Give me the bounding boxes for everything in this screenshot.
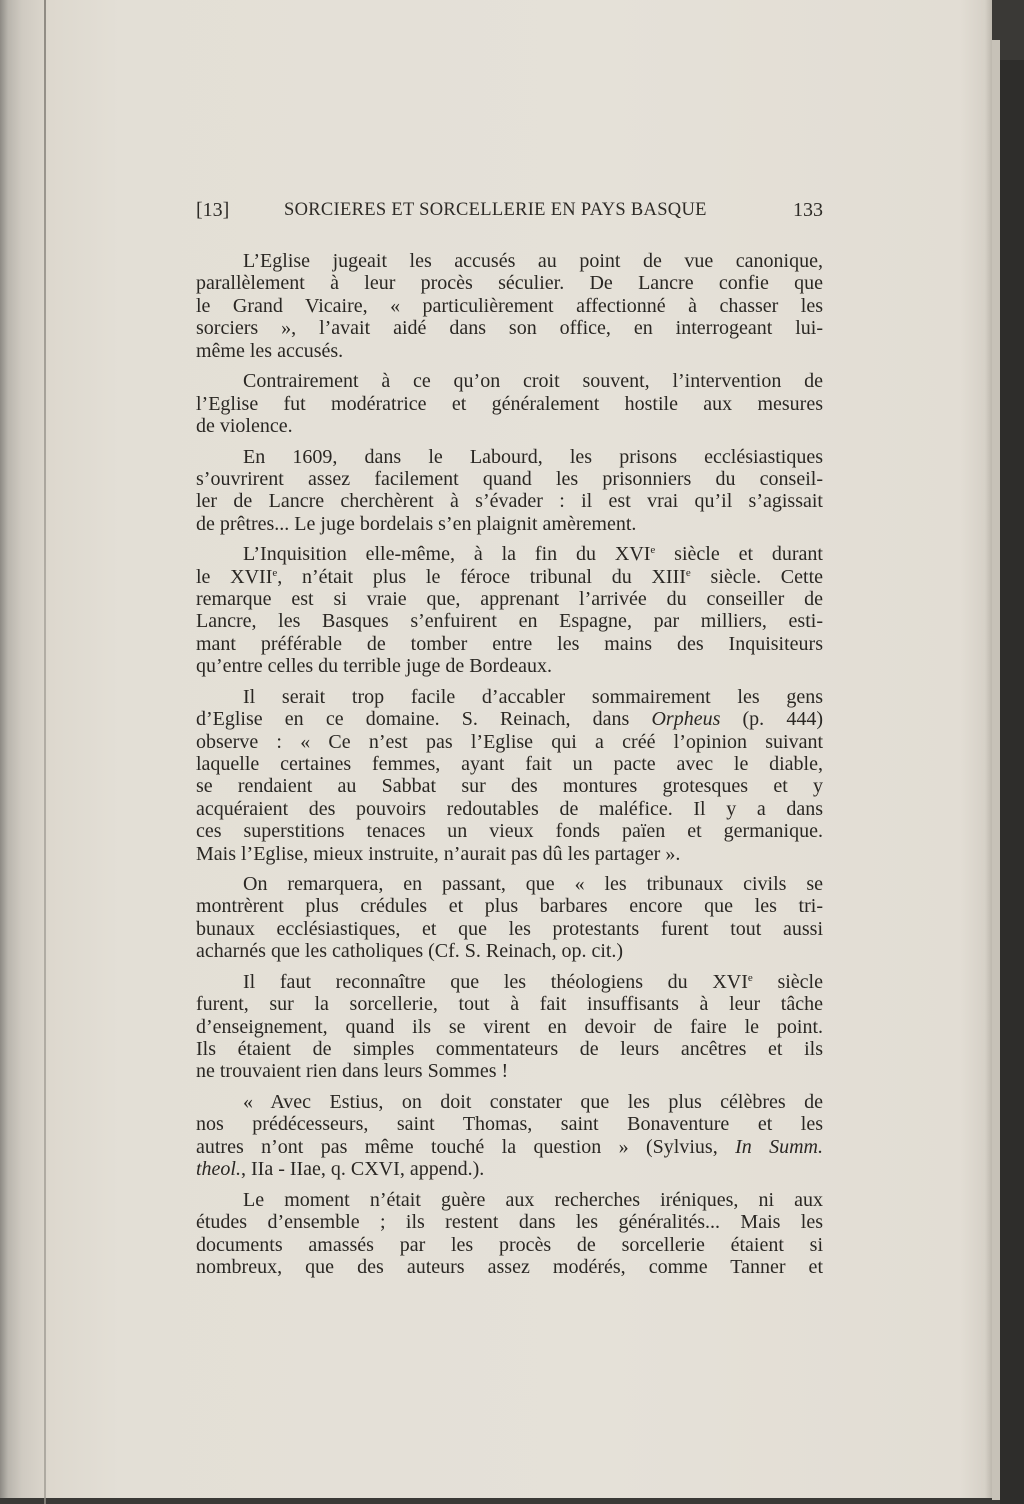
text-line: qu’entre celles du terrible juge de Bordeaux.	[196, 655, 552, 678]
text-segment: autres n’ont pas même touché la question » (Sylvius,	[196, 1135, 736, 1158]
superscript: e	[685, 566, 691, 579]
paragraph	[196, 250, 823, 362]
paragraph	[196, 543, 823, 677]
text-line: mant préférable de tomber entre les mains des Inquisiteurs	[196, 632, 823, 655]
text-line: acharnés que les catholiques (Cf. S. Reinach, op. cit.)	[196, 940, 624, 963]
text-line: même les accusés.	[196, 339, 344, 362]
paragraph	[196, 686, 823, 865]
text-line: de violence.	[196, 414, 293, 437]
gutter-shadow	[44, 0, 46, 1504]
text-line: « Avec Estius, on doit constater que les plus célèbres de	[243, 1090, 823, 1113]
text-segment: siècle et durant	[655, 543, 823, 566]
text-line	[196, 971, 823, 993]
text-line: On remarquera, en passant, que « les tribunaux civils se	[243, 873, 823, 896]
text-line: acquéraient des pouvoirs redoutables de maléfice. Il y a dans	[196, 797, 823, 820]
text-line: En 1609, dans le Labourd, les prisons ecclésiastiques	[243, 445, 823, 468]
paragraph	[196, 1091, 823, 1181]
text-line: sorciers », l’avait aidé dans son office, en interrogeant lui-	[196, 317, 823, 340]
text-line: Mais l’Eglise, mieux instruite, n’aurait pas dû les partager ».	[196, 842, 681, 865]
text-segment: d’Eglise en ce domaine. S. Reinach, dans	[196, 708, 652, 731]
italic-text: Orpheus	[651, 708, 721, 731]
text-line: d’enseignement, quand ils se virent en devoir de faire le point.	[196, 1015, 823, 1038]
paragraph	[196, 370, 823, 437]
text-line	[196, 708, 823, 730]
text-segment: Il faut reconnaître que les théologiens du XVI	[243, 970, 748, 993]
running-title: SORCIERES ET SORCELLERIE EN PAYS BASQUE	[284, 200, 707, 220]
text-line: furent, sur la sorcellerie, tout à fait insuffisants à leur tâche	[196, 993, 823, 1016]
italic-text: In Summ.	[735, 1135, 823, 1158]
text-line: observe : « Ce n’est pas l’Eglise qui a créé l’opinion suivant	[196, 730, 823, 753]
text-line	[196, 566, 823, 588]
text-line: L’Eglise jugeait les accusés au point de vue canonique,	[243, 250, 823, 272]
text-line: Il serait trop facile d’accabler sommairement les gens	[243, 685, 823, 708]
text-line: parallèlement à leur procès séculier. De Lancre confie que	[196, 272, 823, 295]
text-line: le Grand Vicaire, « particulièrement affectionné à chasser les	[196, 294, 823, 317]
text-line: Contrairement à ce qu’on croit souvent, l’intervention de	[243, 370, 823, 393]
text-line	[196, 543, 823, 565]
running-header	[196, 199, 823, 225]
text-line	[196, 1136, 823, 1158]
text-segment: siècle	[752, 970, 823, 993]
paragraph	[196, 873, 823, 963]
text-segment: siècle. Cette	[690, 565, 823, 588]
text-segment: , n’était plus le féroce tribunal du XIII	[277, 565, 686, 588]
text-line: ne trouvaient rien dans leurs Sommes !	[196, 1060, 509, 1083]
superscript: e	[747, 971, 753, 984]
text-line	[196, 1158, 823, 1180]
text-line: bunaux ecclésiastiques, et que les protestants furent tout aussi	[196, 917, 823, 940]
text-segment: L’Inquisition elle-même, à la fin du XVI	[243, 543, 651, 566]
text-line: Le moment n’était guère aux recherches iréniques, ni aux	[243, 1188, 823, 1211]
text-line: laquelle certaines femmes, ayant fait un pacte avec le diable,	[196, 752, 823, 775]
text-segment: , IIa - IIae, q. CXVI, append.).	[241, 1158, 485, 1181]
text-line: ler de Lancre cherchèrent à s’évader : il est vrai qu’il s’agissait	[196, 490, 823, 513]
italic-text: theol.	[196, 1158, 241, 1181]
text-segment: (p. 444)	[720, 708, 823, 731]
page-number: 133	[793, 199, 823, 221]
text-line: études d’ensemble ; ils restent dans les généralités... Mais les	[196, 1211, 823, 1234]
text-line: montrèrent plus crédules et plus barbares encore que les tri-	[196, 895, 823, 918]
paragraph	[196, 446, 823, 536]
body-text	[196, 250, 823, 1286]
text-line: l’Eglise fut modératrice et généralement hostile aux mesures	[196, 392, 823, 415]
page-edge	[992, 40, 1000, 1500]
text-line: nombreux, que des auteurs assez modérés, comme Tanner et	[196, 1255, 823, 1278]
text-line: de prêtres... Le juge bordelais s’en plaignit amèrement.	[196, 512, 637, 535]
section-number: [13]	[196, 199, 230, 221]
text-segment: le XVII	[196, 565, 273, 588]
text-line: Ils étaient de simples commentateurs de leurs ancêtres et ils	[196, 1038, 823, 1061]
text-line: documents amassés par les procès de sorcellerie étaient si	[196, 1233, 823, 1256]
text-line: Lancre, les Basques s’enfuirent en Espagne, par milliers, esti-	[196, 610, 823, 633]
text-line: nos prédécesseurs, saint Thomas, saint Bonaventure et les	[196, 1113, 823, 1136]
superscript: e	[272, 566, 278, 579]
paragraph	[196, 1189, 823, 1279]
paragraph	[196, 971, 823, 1083]
text-line: s’ouvrirent assez facilement quand les prisonniers du conseil-	[196, 467, 823, 490]
superscript: e	[650, 544, 656, 557]
text-line: ces superstitions tenaces un vieux fonds païen et germanique.	[196, 820, 823, 843]
text-line: remarque est si vraie que, apprenant l’arrivée du conseiller de	[196, 588, 823, 611]
background-edge	[1000, 60, 1024, 1504]
text-line: se rendaient au Sabbat sur des montures grotesques et y	[196, 775, 823, 798]
